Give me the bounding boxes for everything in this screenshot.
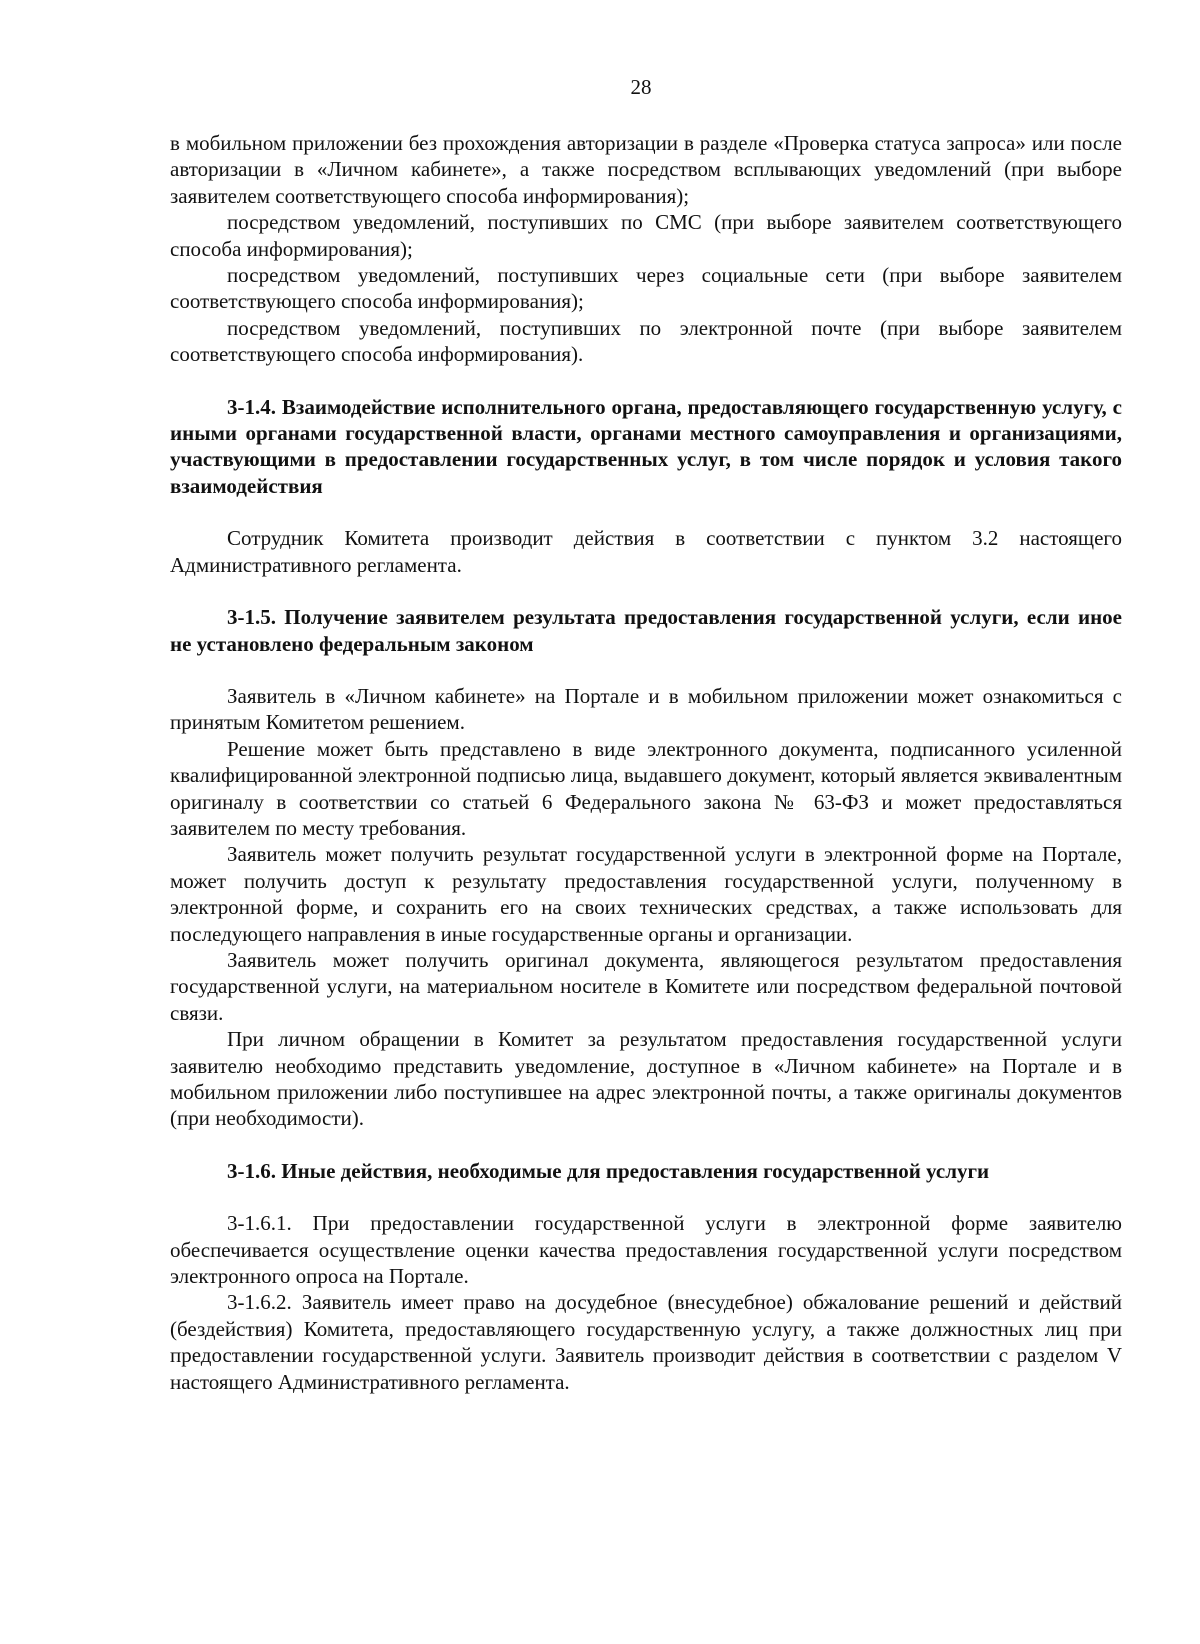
paragraph-notification-social: посредством уведомлений, поступивших через социальные сети (при выборе заявителем соответствующего способа информирования); — [170, 263, 1122, 314]
paragraph-result-original: Заявитель может получить оригинал документа, являющегося результатом предоставления государственной услуги, на материальном носителе в Комитете или посредством федеральной почтовой связи. — [170, 947, 1122, 1025]
paragraph-notification-sms: посредством уведомлений, поступивших по СМС (при выборе заявителем соответствующего способа информирования); — [170, 210, 1122, 261]
paragraph-result-cabinet: Заявитель в «Личном кабинете» на Портале и в мобильном приложении может ознакомиться с принятым Комитетом решением. — [170, 683, 1122, 735]
paragraph-3-1-6-2: 3-1.6.2. Заявитель имеет право на досудебное (внесудебное) обжалование решений и действий (бездействия) Комитета, предоставляющего государственную услугу, а также должностных лиц при предоставлении государственной услуги. Заявитель производит действия в соответствии с разделом V настоящего Административного регламента. — [170, 1290, 1122, 1394]
section-spacer — [170, 368, 1122, 394]
paragraph-3-1-6-1: 3-1.6.1. При предоставлении государственной услуги в электронной форме заявителю обеспечивается осуществление оценки качества предоставления государственной услуги посредством электронного опроса на Портале. — [170, 1211, 1122, 1289]
paragraph-result-portal: Заявитель может получить результат государственной услуги в электронной форме на Портале, может получить доступ к результату предоставления государственной услуги, полученному в электронной форме, и сохранить его на своих технических средствах, а также использовать для последующего направления в иные государственные органы и организации. — [170, 842, 1122, 946]
page-number: 28 — [630, 75, 652, 99]
paragraph-notification-email: посредством уведомлений, поступивших по электронной почте (при выборе заявителем соответствующего способа информирования). — [170, 315, 1122, 367]
section-spacer — [170, 657, 1122, 683]
paragraph-notification-app: в мобильном приложении без прохождения авторизации в разделе «Проверка статуса запроса» или после авторизации в «Личном кабинете», а также посредством всплывающих уведомлений (при выборе заявителем соответствующего способа информирования); — [170, 131, 1122, 208]
paragraph-employee-actions: Сотрудник Комитета производит действия в соответствии с пунктом 3.2 настоящего Административного регламента. — [170, 526, 1122, 577]
section-heading-3-1-4: 3-1.4. Взаимодействие исполнительного органа, предоставляющего государственную услугу, с иными органами государственной власти, органами местного самоуправления и организациями, участвующими в предоставлении государственных услуг, в том числе порядок и условия такого взаимодействия — [170, 394, 1122, 498]
section-spacer — [170, 499, 1122, 525]
document-body — [170, 130, 1122, 1395]
section-heading-3-1-5: 3-1.5. Получение заявителем результата предоставления государственной услуги, если иное не установлено федеральным законом — [170, 605, 1122, 656]
section-heading-3-1-6: 3-1.6. Иные действия, необходимые для предоставления государственной услуги — [227, 1158, 990, 1183]
section-spacer — [170, 1184, 1122, 1210]
paragraph-result-electronic-doc: Решение может быть представлено в виде электронного документа, подписанного усиленной квалифицированной электронной подписью лица, выдавшего документ, который является эквивалентным оригиналу в соответствии со статьей 6 Федерального закона № 63-ФЗ и может предоставляться заявителем по месту требования. — [170, 736, 1122, 840]
section-spacer — [170, 1132, 1122, 1158]
section-spacer — [170, 578, 1122, 604]
paragraph-result-personal-visit: При личном обращении в Комитет за результатом предоставления государственной услуги заявителю необходимо представить уведомление, доступное в «Личном кабинете» на Портале и в мобильном приложении либо поступившее на адрес электронной почты, а также оригиналы документов (при необходимости). — [170, 1027, 1122, 1131]
